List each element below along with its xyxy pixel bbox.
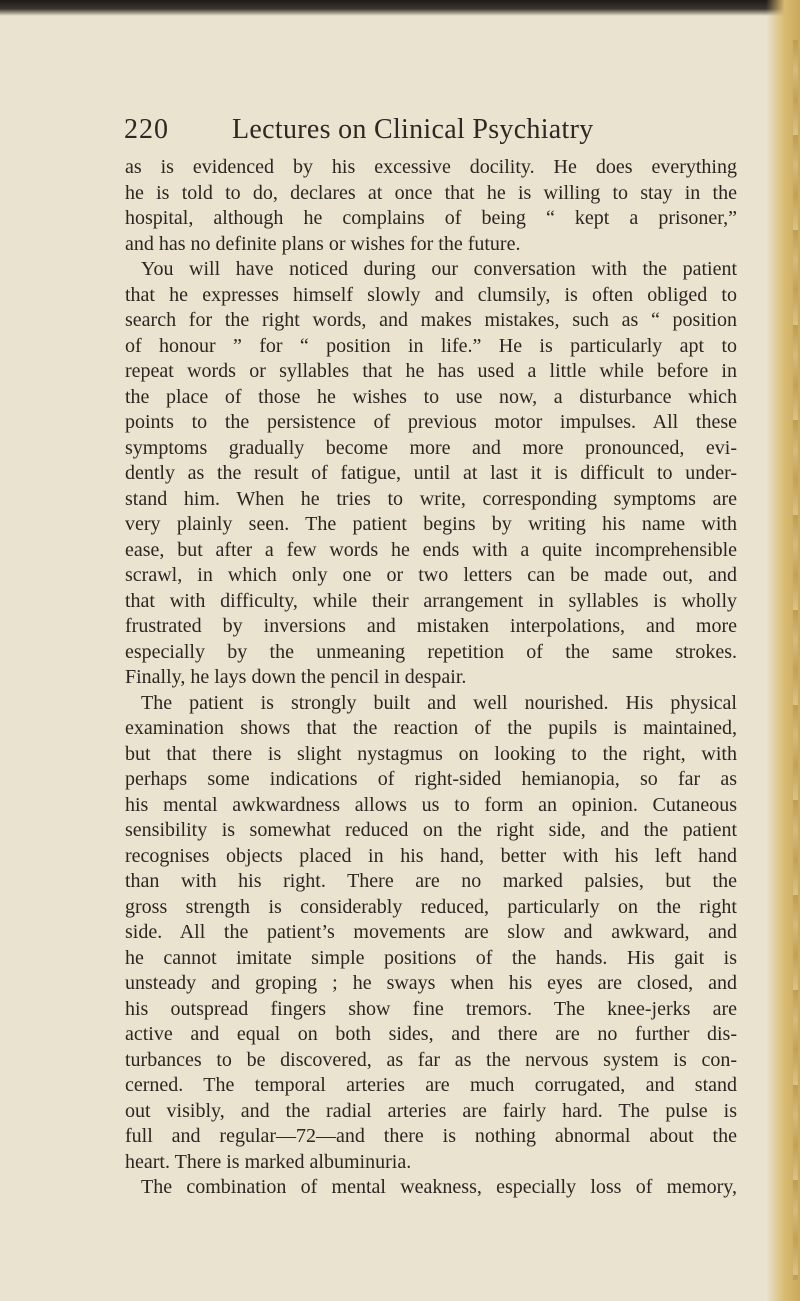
text-line: his mental awkwardness allows us to form an opinion. Cutaneous [125,793,737,816]
text-line: his outspread fingers show fine tremors. The knee-jerks are [125,997,737,1020]
text-line: sensibility is somewhat reduced on the right side, and the patient [125,819,737,841]
text-line: scrawl, in which only one or two letters can be made out, and [125,564,737,586]
text-line: full and regular—72—and there is nothing abnormal about the [125,1125,737,1147]
text-line: examination shows that the reaction of the pupils is maintained, [125,717,737,739]
text-line: he cannot imitate simple positions of the hands. His gait is [125,946,737,969]
text-line: of honour ” for “ position in life.” He is particularly apt to [125,334,737,357]
text-line: points to the persistence of previous motor impulses. All these [125,411,737,433]
text-line: out visibly, and the radial arteries are fairly hard. The pulse is [125,1099,737,1122]
page-edge-stain [793,40,798,1280]
text-line: hospital, although he complains of being “ kept a prisoner,” [125,207,737,229]
text-line: than with his right. There are no marked palsies, but the [125,870,737,892]
text-line: perhaps some indications of right-sided hemianopia, so far as [125,768,737,790]
text-line: the place of those he wishes to use now, a disturbance which [125,385,737,408]
text-line: heart. There is marked albuminuria. [125,1150,412,1173]
text-line: stand him. When he tries to write, corresponding symptoms are [125,487,737,510]
book-title: Lectures on Clinical Psychiatry [232,114,594,145]
text-line: very plainly seen. The patient begins by writing his name with [125,513,737,535]
text-line: unsteady and groping ; he sways when his eyes are closed, and [125,972,737,994]
page-number: 220 [124,114,169,145]
text-line: ease, but after a few words he ends with a quite incomprehensible [125,538,737,561]
text-line: and has no definite plans or wishes for the future. [125,232,521,255]
text-line: The combination of mental weakness, especially loss of memory, [141,1176,737,1198]
text-line: symptoms gradually become more and more pronounced, evi- [125,436,737,459]
text-line: dently as the result of fatigue, until at last it is difficult to under- [125,462,737,484]
text-line: he is told to do, declares at once that he is willing to stay in the [125,181,737,204]
text-line: Finally, he lays down the pencil in despair. [125,666,467,688]
body-text [125,155,737,1201]
text-line: The patient is strongly built and well nourished. His physical [141,691,737,714]
text-line: gross strength is considerably reduced, particularly on the right [125,895,737,918]
text-line: that he expresses himself slowly and clumsily, is often obliged to [125,283,737,306]
text-line: search for the right words, and makes mistakes, such as “ position [125,309,737,331]
running-head [124,114,664,154]
text-line: but that there is slight nystagmus on looking to the right, with [125,742,737,765]
text-line: especially by the unmeaning repetition of the same strokes. [125,640,737,663]
text-line: as is evidenced by his excessive docility. He does everything [125,156,737,178]
text-line: side. All the patient’s movements are slow and awkward, and [125,921,737,943]
text-line: cerned. The temporal arteries are much corrugated, and stand [125,1074,737,1096]
text-line: active and equal on both sides, and there are no further dis- [125,1023,737,1045]
page-right-edge [766,0,800,1301]
text-line: You will have noticed during our conversation with the patient [141,258,737,280]
text-line: recognises objects placed in his hand, better with his left hand [125,844,737,867]
text-line: frustrated by inversions and mistaken interpolations, and more [125,615,737,637]
page-top-shadow [0,0,800,16]
text-line: that with difficulty, while their arrangement in syllables is wholly [125,589,737,612]
text-line: turbances to be discovered, as far as the nervous system is con- [125,1048,737,1071]
text-line: repeat words or syllables that he has used a little while before in [125,360,737,382]
